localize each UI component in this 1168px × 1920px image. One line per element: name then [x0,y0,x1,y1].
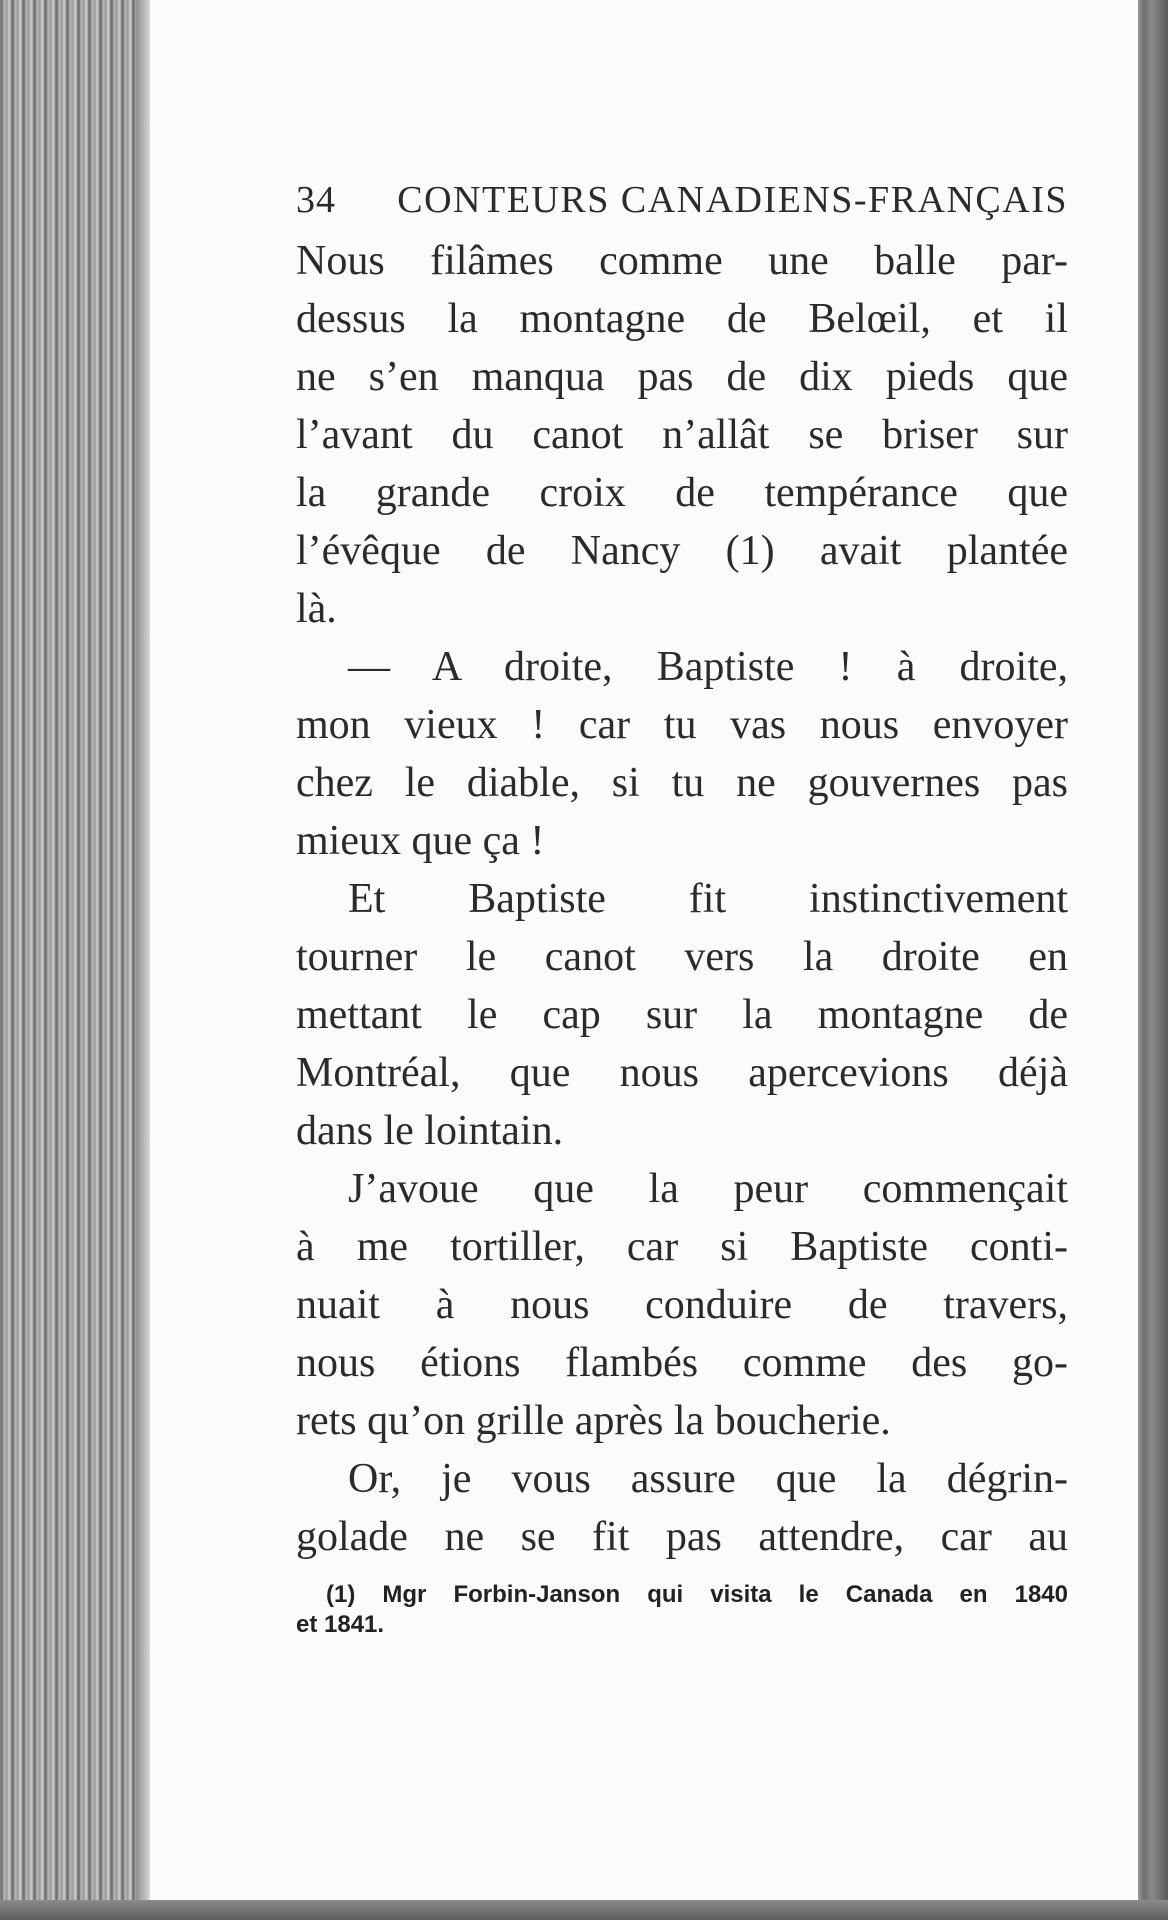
text-line: Nous filâmes comme une balle par- [296,238,1068,284]
text-line: Et Baptiste fit instinctivement [348,876,1068,922]
text-line: dessus la montagne de Belœil, et il [296,296,1068,342]
text-line: l’avant du canot n’allât se briser sur [296,412,1068,458]
text-line: la grande croix de tempérance que [296,470,1068,516]
text-line: J’avoue que la peur commençait [348,1166,1068,1212]
page-edge-stack [0,0,150,1920]
footnote [296,1580,1068,1640]
text-line: mieux que ça ! [296,818,545,864]
footnote-line: et 1841. [296,1611,385,1638]
paragraph [296,1160,1068,1450]
page-number: 34 [296,179,336,221]
text-line: rets qu’on grille après la boucherie. [296,1398,891,1444]
running-head [296,168,1068,232]
paragraph [296,638,1068,870]
running-title: CONTEURS CANADIENS-FRANÇAIS [397,179,1068,221]
text-line: là. [296,586,337,632]
right-page-edge [1138,0,1168,1920]
page-content [296,168,1068,1640]
text-line: Or, je vous assure que la dégrin- [348,1456,1068,1502]
text-line: nuait à nous conduire de travers, [296,1282,1068,1328]
text-line: à me tortiller, car si Baptiste conti- [296,1224,1068,1270]
paragraph [296,870,1068,1160]
text-line: golade ne se fit pas attendre, car au [296,1514,1068,1560]
body-text [296,232,1068,1566]
text-line: ne s’en manqua pas de dix pieds que [296,354,1068,400]
paragraph [296,232,1068,638]
text-line: mettant le cap sur la montagne de [296,992,1068,1038]
text-line: chez le diable, si tu ne gouvernes pas [296,760,1068,806]
text-line: — A droite, Baptiste ! à droite, [348,644,1068,690]
text-line: nous étions flambés comme des go- [296,1340,1068,1386]
text-line: dans le lointain. [296,1108,564,1154]
footnote-line: (1) Mgr Forbin-Janson qui visita le Canada en 1840 [326,1581,1068,1608]
text-line: Montréal, que nous apercevions déjà [296,1050,1068,1096]
text-line: l’évêque de Nancy (1) avait plantée [296,528,1068,574]
paragraph [296,1450,1068,1566]
bottom-page-edge [0,1900,1168,1920]
text-line: mon vieux ! car tu vas nous envoyer [296,702,1068,748]
text-line: tourner le canot vers la droite en [296,934,1068,980]
